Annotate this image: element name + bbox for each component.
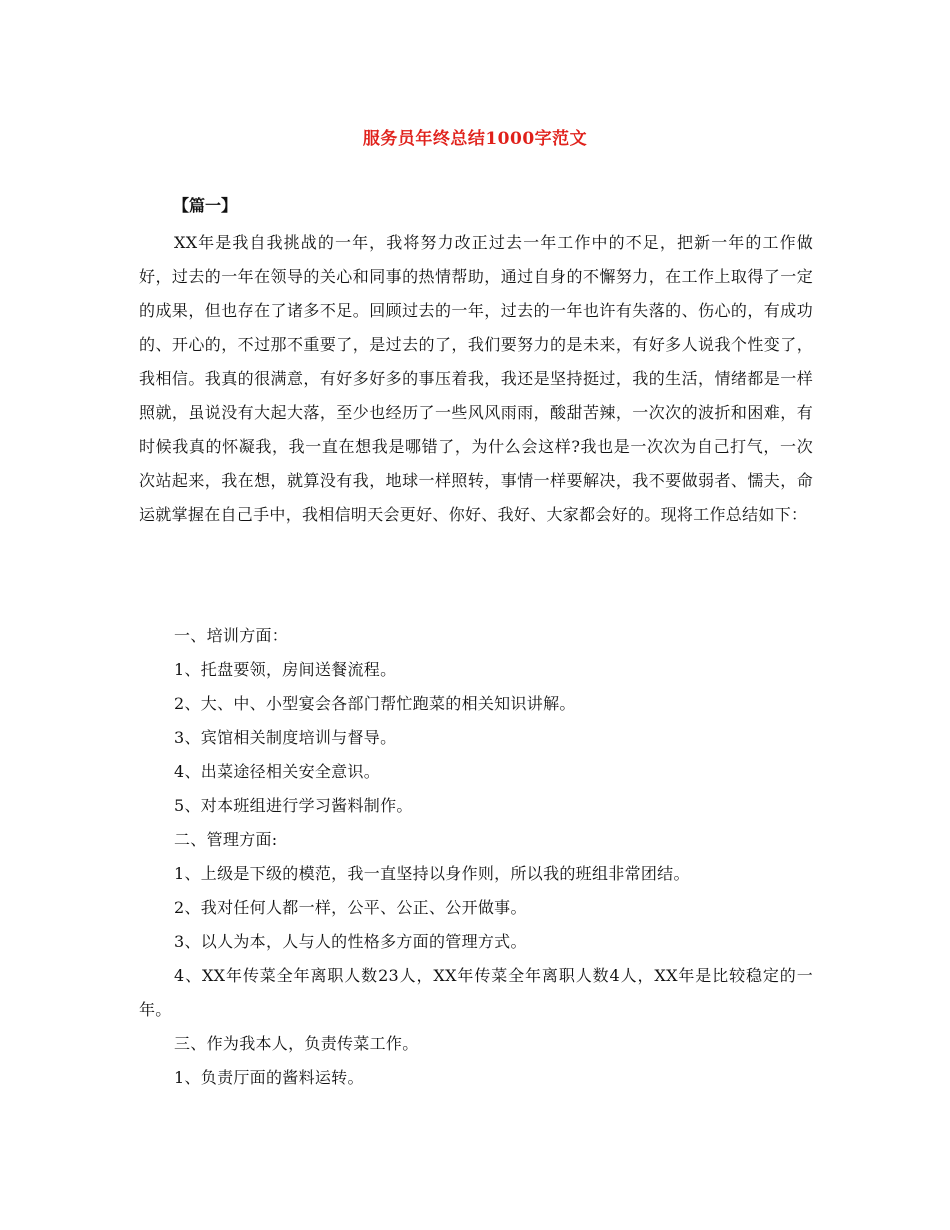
list-item: 1、负责厅面的酱料运转。 (174, 1068, 364, 1087)
section-heading-personal: 三、作为我本人，负责传菜工作。 (174, 1034, 419, 1053)
list-item: 4、出菜途径相关安全意识。 (174, 762, 381, 781)
list-item: 3、以人为本，人与人的性格多方面的管理方式。 (174, 932, 527, 951)
list-item: 1、托盘要领，房间送餐流程。 (174, 660, 397, 679)
list-item: 5、对本班组进行学习酱料制作。 (174, 796, 413, 815)
document-title: 服务员年终总结1000字范文 (362, 129, 588, 149)
list-item: 2、我对任何人都一样，公平、公正、公开做事。 (174, 898, 527, 917)
list-item: 2、大、中、小型宴会各部门帮忙跑菜的相关知识讲解。 (174, 694, 576, 713)
intro-paragraph: XX年是我自我挑战的一年，我将努力改正过去一年工作中的不足，把新一年的工作做好，过去的一年在领导的关心和同事的热情帮助，通过自身的不懈努力，在工作上取得了一定的成果，但也存在了诸多不足。回顾过去的一年，过去的一年也许有失落的、伤心的，有成功的、开心的，不过那不重要了，是过去的了，我们要努力的是未来，有好多人说我个性变了，我相信。我真的很满意，有好多好多的事压着我，我还是坚持挺过，我的生活，情绪都是一样照就，虽说没有大起大落，至少也经历了一些风风雨雨，酸甜苦辣，一次次的波折和困难，有时候我真的怀凝我，我一直在想我是哪错了，为什么会这样?我也是一次次为自己打气，一次次站起来，我在想，就算没有我，地球一样照转，事情一样要解决，我不要做弱者、懦夫，命运就掌握在自己手中，我相信明天会更好、你好、我好、大家都会好的。现将工作总结如下： (139, 233, 813, 524)
list-item: 1、上级是下级的模范，我一直坚持以身作则，所以我的班组非常团结。 (174, 864, 690, 883)
section-heading-training: 一、培训方面： (174, 626, 289, 645)
section-label: 【篇一】 (173, 196, 238, 215)
list-item-long: 4、XX年传菜全年离职人数23人，XX年传菜全年离职人数4人，XX年是比较稳定的一年。 (139, 966, 813, 1019)
section-heading-management: 二、管理方面: (174, 830, 278, 849)
list-item: 3、宾馆相关制度培训与督导。 (174, 728, 397, 747)
